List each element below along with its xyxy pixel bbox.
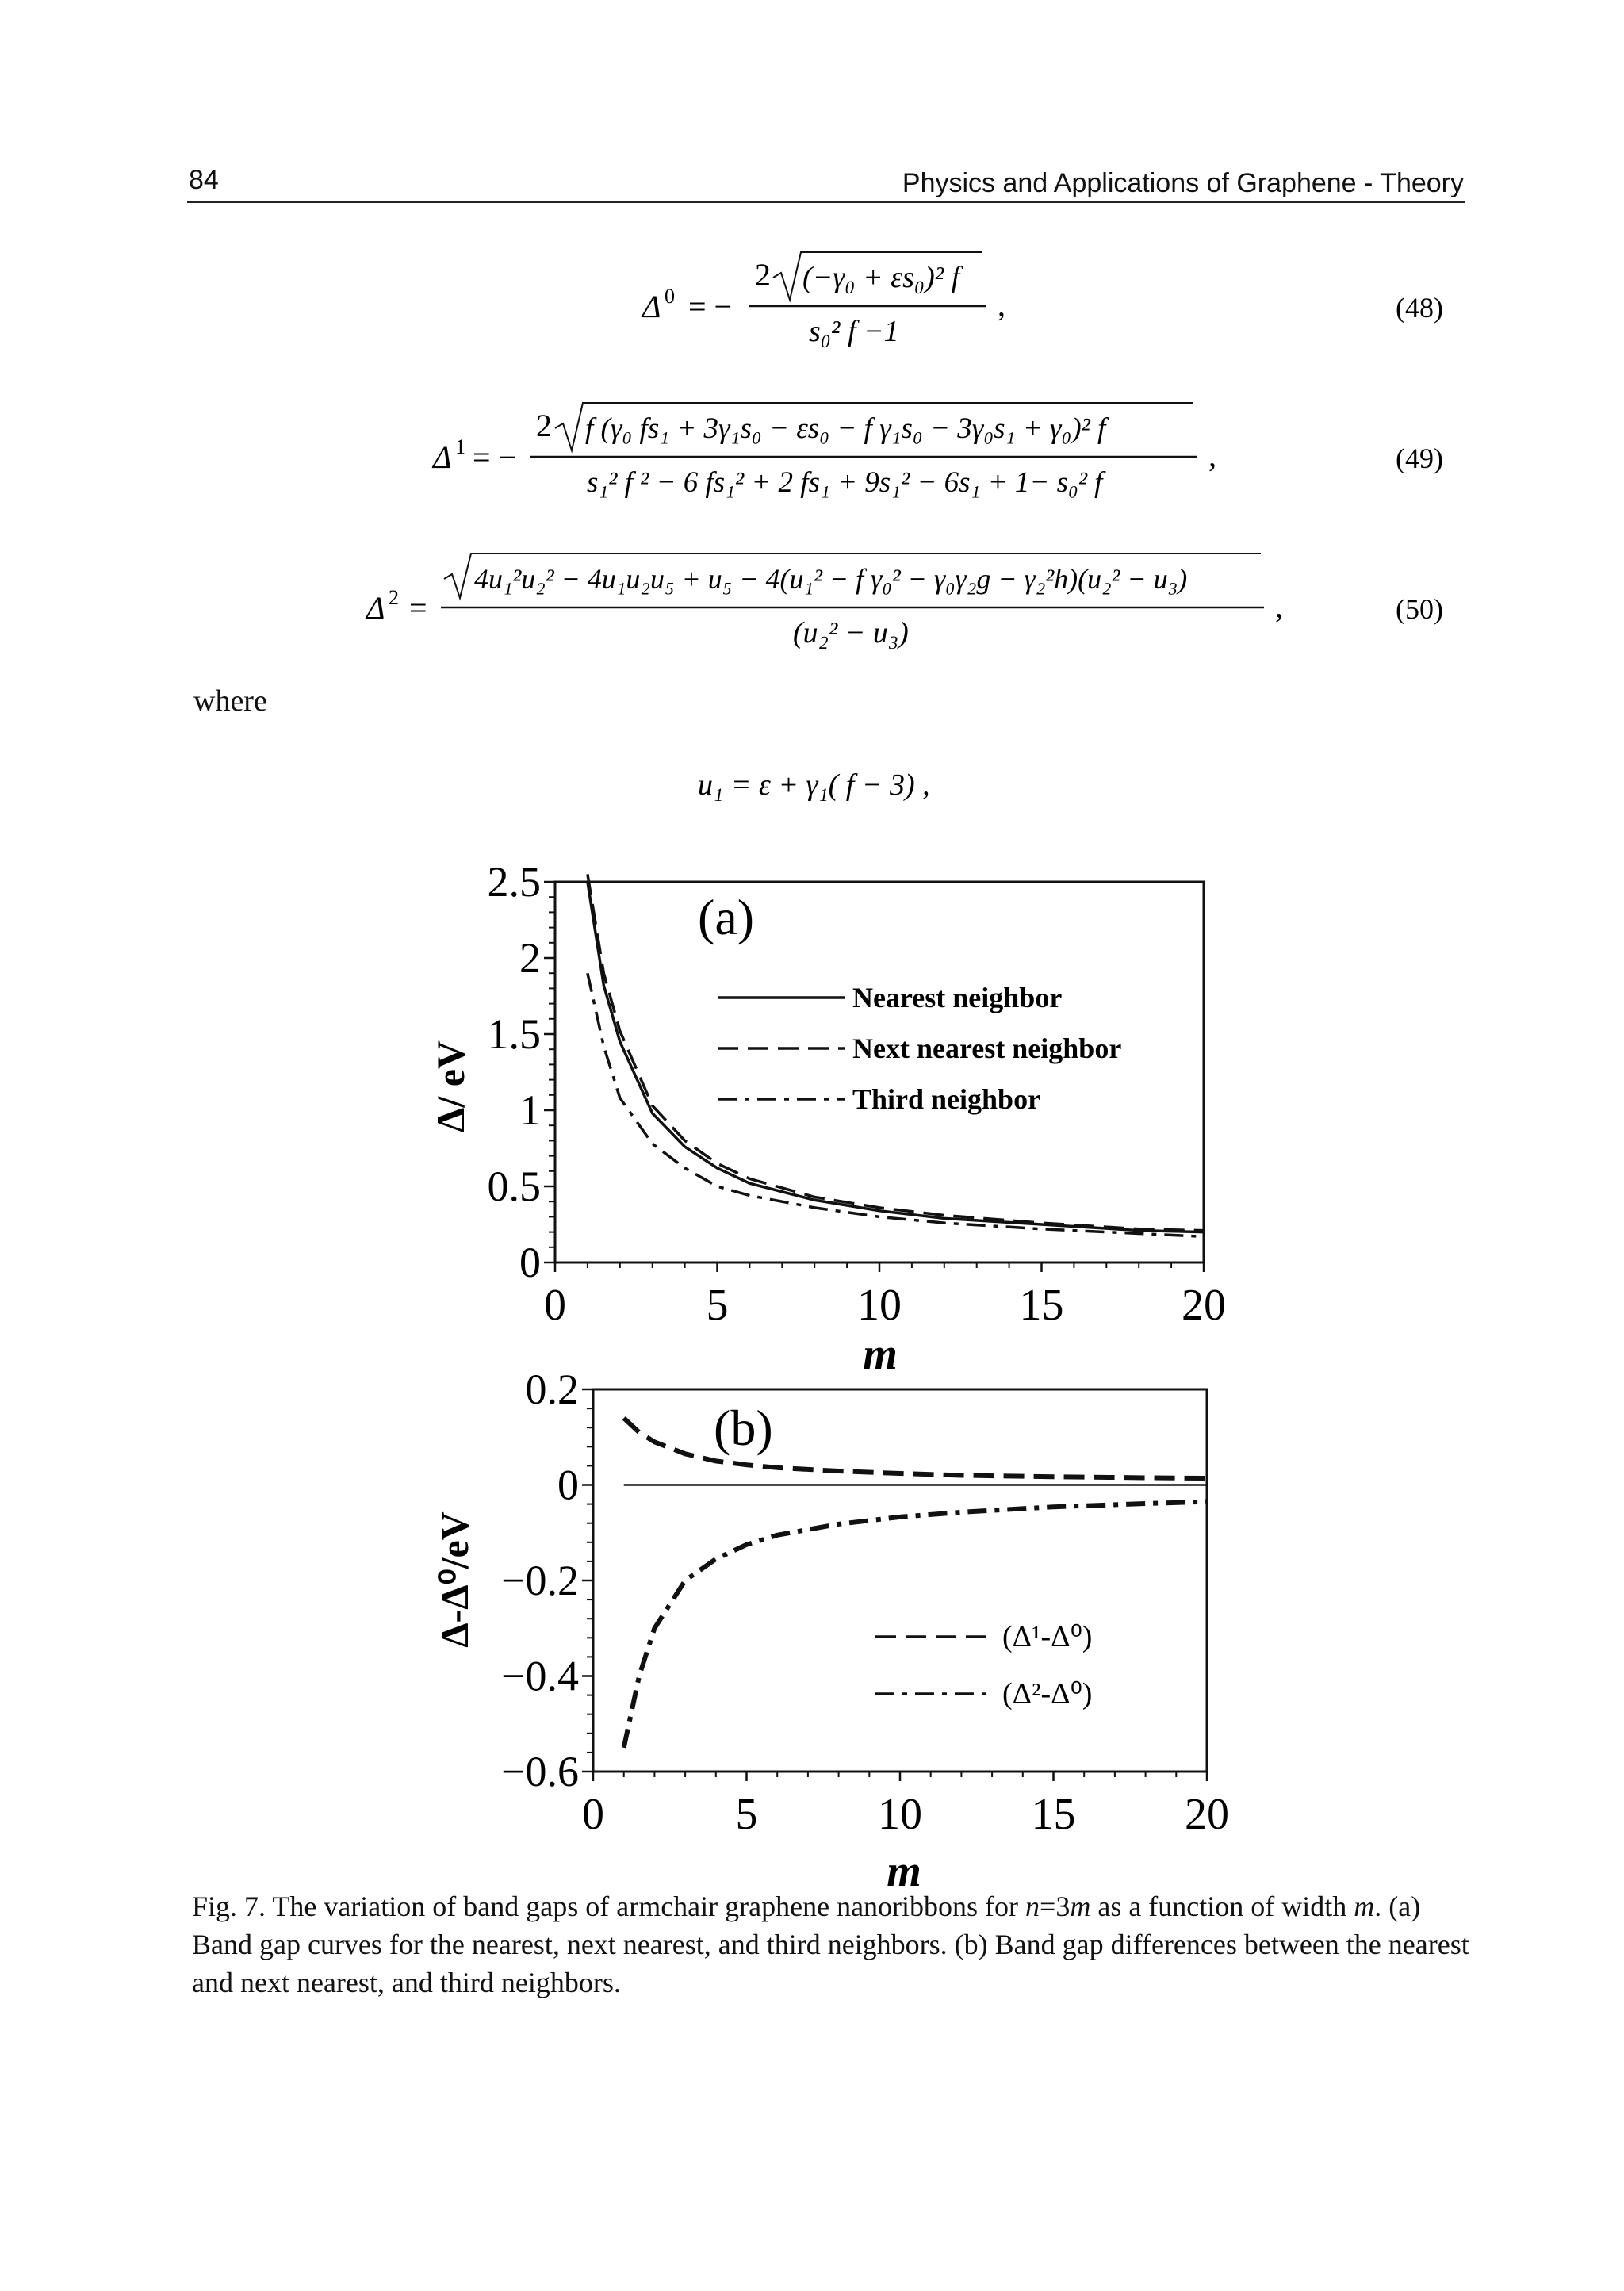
equation-number-50: (50) bbox=[1396, 593, 1443, 625]
caption-eq-part: =3 bbox=[1040, 1891, 1071, 1922]
svg-text:Δ: Δ bbox=[642, 289, 661, 324]
x-axis-label: m bbox=[887, 1847, 921, 1896]
y-tick-label: 0 bbox=[557, 1461, 579, 1509]
svg-text:2: 2 bbox=[536, 408, 552, 443]
y-tick-label: 2.5 bbox=[487, 858, 541, 906]
y-tick-label: 1.5 bbox=[487, 1010, 541, 1058]
svg-text:(−γ₀ + εs₀)² f: (−γ₀ + εs₀)² f bbox=[802, 261, 960, 294]
y-axis-label: Δ/ eV bbox=[428, 1040, 473, 1133]
page-number: 84 bbox=[189, 165, 219, 195]
x-tick-label: 0 bbox=[544, 1281, 566, 1330]
y-tick-label: 0.5 bbox=[487, 1163, 541, 1210]
x-tick-label: 5 bbox=[706, 1281, 729, 1330]
y-axis-label: Δ-Δ⁰/eV bbox=[432, 1511, 477, 1648]
figure-caption bbox=[192, 1887, 1477, 2002]
svg-text:4u₁²u₂² − 4u₁u₂u₅ + u₅ − 4(u₁²: 4u₁²u₂² − 4u₁u₂u₅ + u₅ − 4(u₁² − f γ₀² − γ₀γ₂g − γ₂²h)(u₂² − u₃) bbox=[474, 563, 1188, 595]
svg-text:s₁² f ² − 6 fs₁² + 2 fs₁ + 9s₁: s₁² f ² − 6 fs₁² + 2 fs₁ + 9s₁² − 6s₁ + 1− s₀² f bbox=[587, 466, 1103, 499]
x-axis-label: m bbox=[863, 1330, 898, 1379]
svg-text:Δ: Δ bbox=[433, 439, 452, 475]
y-tick-label: 0.2 bbox=[525, 1366, 579, 1413]
svg-text:= −: = − bbox=[473, 439, 517, 475]
svg-text:,: , bbox=[998, 287, 1005, 323]
svg-text:= −: = − bbox=[688, 289, 733, 324]
x-tick-label: 20 bbox=[1182, 1281, 1226, 1330]
y-tick-label: −0.4 bbox=[501, 1652, 579, 1700]
series-line- bbox=[624, 1502, 1207, 1748]
plot-frame-a bbox=[555, 882, 1204, 1262]
svg-text:Δ: Δ bbox=[366, 590, 385, 626]
caption-middle: as a function of width bbox=[1090, 1891, 1354, 1922]
x-tick-label: 0 bbox=[582, 1790, 604, 1839]
y-tick-label: −0.2 bbox=[501, 1557, 579, 1604]
plot-frame-b bbox=[593, 1389, 1207, 1772]
legend-label: Next nearest neighbor bbox=[852, 1032, 1122, 1064]
caption-m-var-2: m bbox=[1354, 1891, 1375, 1922]
y-tick-label: 1 bbox=[519, 1086, 541, 1134]
svg-text:2: 2 bbox=[755, 257, 771, 293]
where-label: where bbox=[193, 684, 267, 718]
svg-text:,: , bbox=[1208, 438, 1216, 473]
panel-label: (b) bbox=[714, 1400, 773, 1456]
svg-text:=: = bbox=[409, 590, 427, 626]
x-tick-label: 5 bbox=[735, 1790, 758, 1839]
panel-label: (a) bbox=[698, 889, 755, 945]
caption-prefix: Fig. 7. The variation of band gaps of armchair graphene nanoribbons for bbox=[192, 1891, 1026, 1922]
y-tick-label: 2 bbox=[519, 934, 541, 982]
caption-m-var: m bbox=[1070, 1891, 1091, 1922]
x-tick-label: 15 bbox=[1019, 1281, 1064, 1330]
caption-suffix: . (a) Band gap curves for the nearest, next nearest, and third neighbors. (b) Band gap differences between the nearest and next nearest, and third neighbors. bbox=[192, 1891, 1469, 1998]
svg-text:(u₂² − u₃): (u₂² − u₃) bbox=[793, 616, 909, 649]
caption-n-var: n bbox=[1025, 1891, 1040, 1922]
y-tick-label: 0 bbox=[519, 1239, 541, 1286]
svg-text:f (γ₀ fs₁ + 3γ₁s₀ − εs₀ − f γ₁: f (γ₀ fs₁ + 3γ₁s₀ − εs₀ − f γ₁s₀ − 3γ₀s₁ + γ₀)² f bbox=[585, 412, 1106, 445]
x-tick-label: 15 bbox=[1031, 1790, 1076, 1839]
y-tick-label: −0.6 bbox=[501, 1748, 579, 1795]
svg-text:2: 2 bbox=[389, 586, 399, 609]
legend-label: Nearest neighbor bbox=[852, 982, 1063, 1013]
legend-label: Third neighbor bbox=[852, 1083, 1041, 1115]
svg-text:,: , bbox=[1275, 588, 1283, 624]
legend-label: (Δ¹-Δ⁰) bbox=[1002, 1620, 1093, 1653]
x-tick-label: 10 bbox=[878, 1790, 922, 1839]
running-title: Physics and Applications of Graphene - Theory bbox=[902, 168, 1464, 198]
svg-text:u₁ = ε + γ₁( f − 3) ,: u₁ = ε + γ₁( f − 3) , bbox=[698, 768, 930, 802]
series-line- bbox=[624, 1418, 1207, 1478]
equation-number-49: (49) bbox=[1396, 442, 1443, 474]
x-tick-label: 20 bbox=[1185, 1790, 1229, 1839]
svg-text:s₀² f −1: s₀² f −1 bbox=[809, 315, 899, 348]
svg-text:1: 1 bbox=[455, 435, 465, 458]
equation-number-48: (48) bbox=[1396, 292, 1443, 324]
legend-label: (Δ²-Δ⁰) bbox=[1002, 1677, 1093, 1711]
x-tick-label: 10 bbox=[857, 1281, 902, 1330]
svg-text:0: 0 bbox=[665, 285, 675, 308]
